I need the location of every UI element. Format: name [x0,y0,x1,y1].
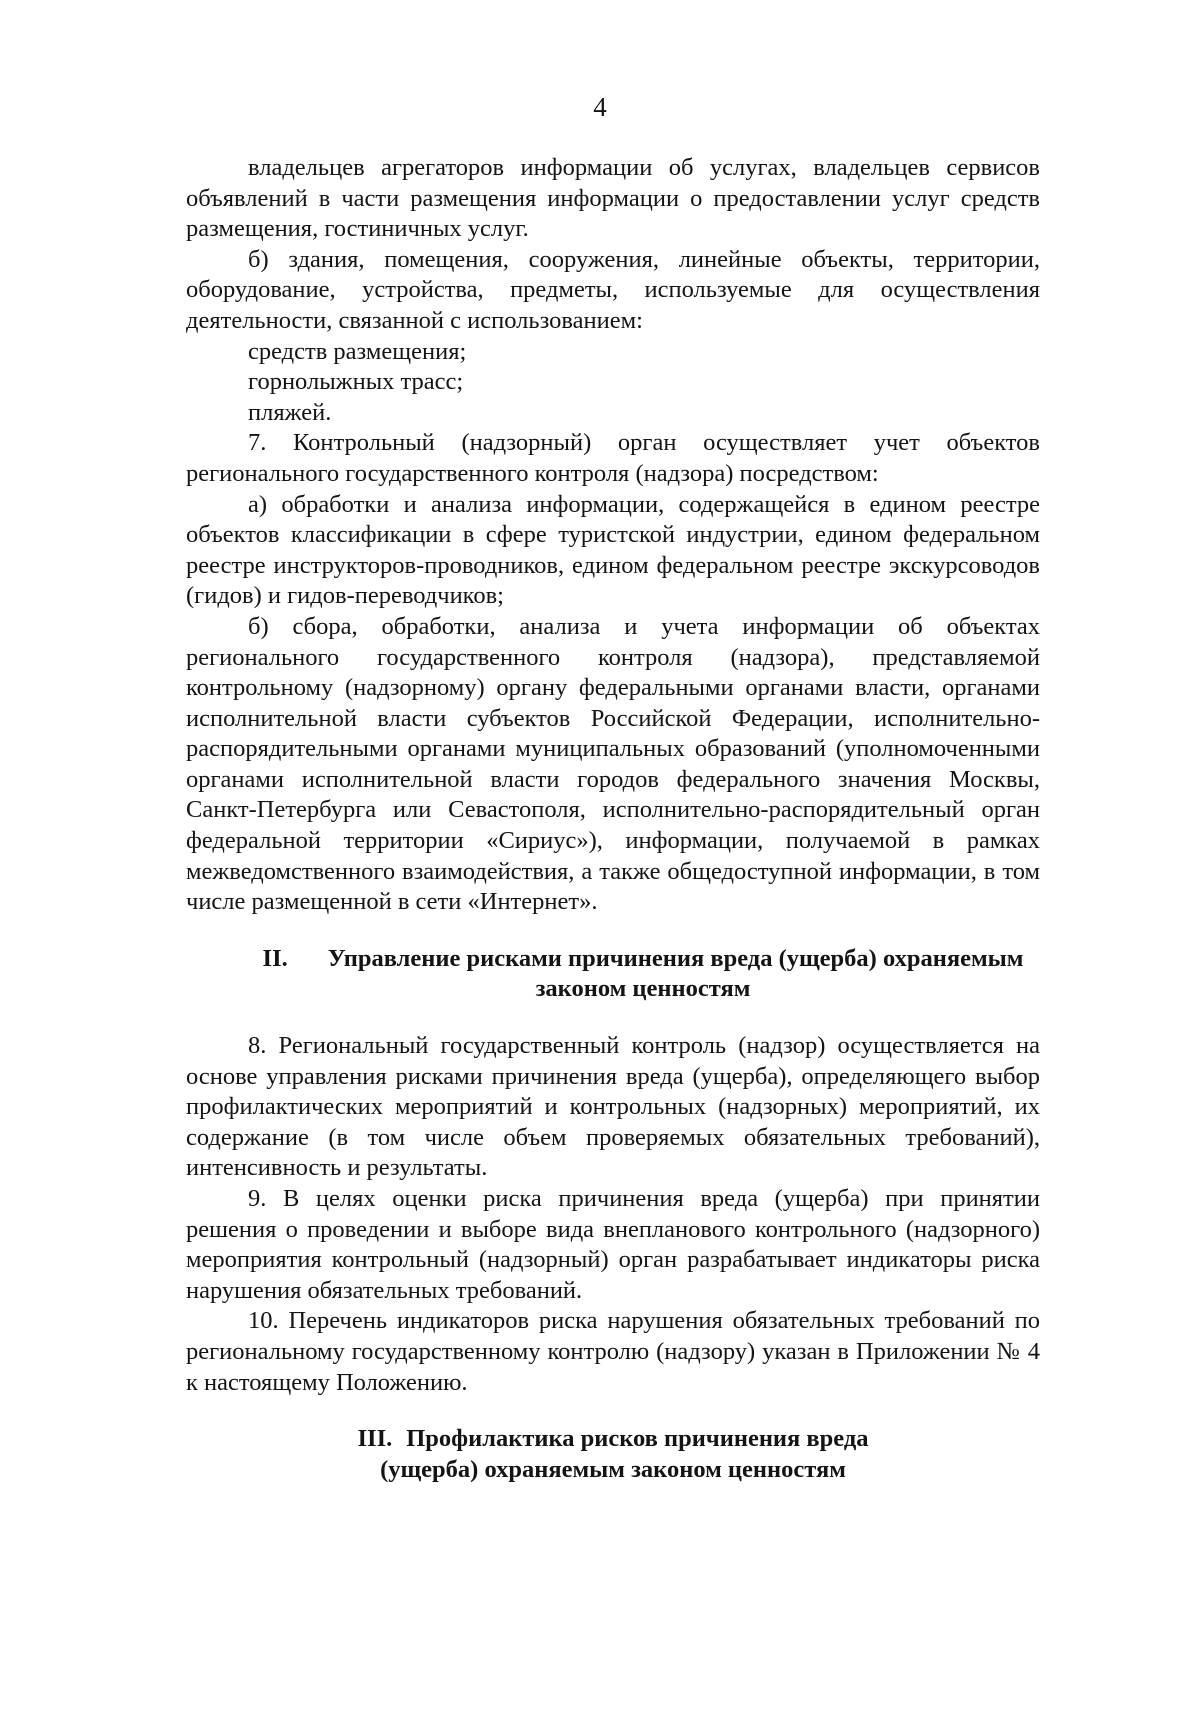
paragraph-continuation: владельцев агрегаторов информации об услугах, владельцев сервисов объявлений в части размещения информации о предоставлении услуг средств размещения, гостиничных услуг. [186,154,1040,243]
paragraph-6b: б) здания, помещения, сооружения, линейные объекты, территории, оборудование, устройства, предметы, используемые для осуществления деятельности, связанной с использованием: [186,245,1040,334]
section-3-heading [186,1424,1040,1485]
list-item-accommodation: средств размещения; [248,337,467,365]
paragraph-8: 8. Региональный государственный контроль (надзор) осуществляется на основе управления рисками причинения вреда (ущерба), определяющего выбор профилактических мероприятий и контрольных (надзорных) мероприятий, их содержание (в том числе объем проверяемых обязательных требований), интенсивность и результаты. [186,1032,1040,1182]
section-2-number: II. [262,944,288,972]
list-item-ski-slopes: горнолыжных трасс; [248,368,464,396]
paragraph-10: 10. Перечень индикаторов риска нарушения обязательных требований по региональному государственному контролю (надзору) указан в Приложении № 4 к настоящему Положению. [186,1307,1040,1396]
paragraph-7: 7. Контрольный (надзорный) орган осуществляет учет объектов регионального государственного контроля (надзора) посредством: [186,429,1040,487]
paragraph-7a: а) обработки и анализа информации, содержащейся в едином реестре объектов классификации в сфере туристской индустрии, едином федеральном реестре инструкторов-проводников, едином федеральном реестре экскурсоводов (гидов) и гидов-переводчиков; [186,490,1040,610]
section-2-title-line2: законом ценностям [535,975,751,1003]
section-2-title-line1: Управление рисками причинения вреда (ущерба) охраняемым [327,944,1024,972]
section-3-title-line2: (ущерба) охраняемым законом ценностям [380,1455,846,1483]
document-body [186,153,1040,1485]
paragraph-7b: б) сбора, обработки, анализа и учета информации об объектах регионального государственного контроля (надзора), представляемой контрольному (надзорному) органу федеральными органами власти, органами исполнительной власти субъектов Российской Федерации, исполнительно-распорядительными органами муниципальных образований (уполномоченными органами исполнительной власти городов федерального значения Москвы, Санкт-Петербурга или Севастополя, исполнительно-распорядительный орган федеральной территории «Сириус»), информации, получаемой в рамках межведомственного взаимодействия, а также общедоступной информации, в том числе размещенной в сети «Интернет». [186,612,1040,916]
section-3-title-line1: Профилактика рисков причинения вреда [406,1425,869,1453]
page-number: 4 [593,92,607,122]
paragraph-9: 9. В целях оценки риска причинения вреда (ущерба) при принятии решения о проведении и выборе вида внепланового контрольного (надзорного) мероприятия контрольный (надзорный) орган разрабатывает индикаторы риска нарушения обязательных требований. [186,1185,1040,1304]
list-item-beaches: пляжей. [248,398,332,426]
section-2-heading [186,944,1040,1005]
section-3-number: III. [357,1425,393,1453]
